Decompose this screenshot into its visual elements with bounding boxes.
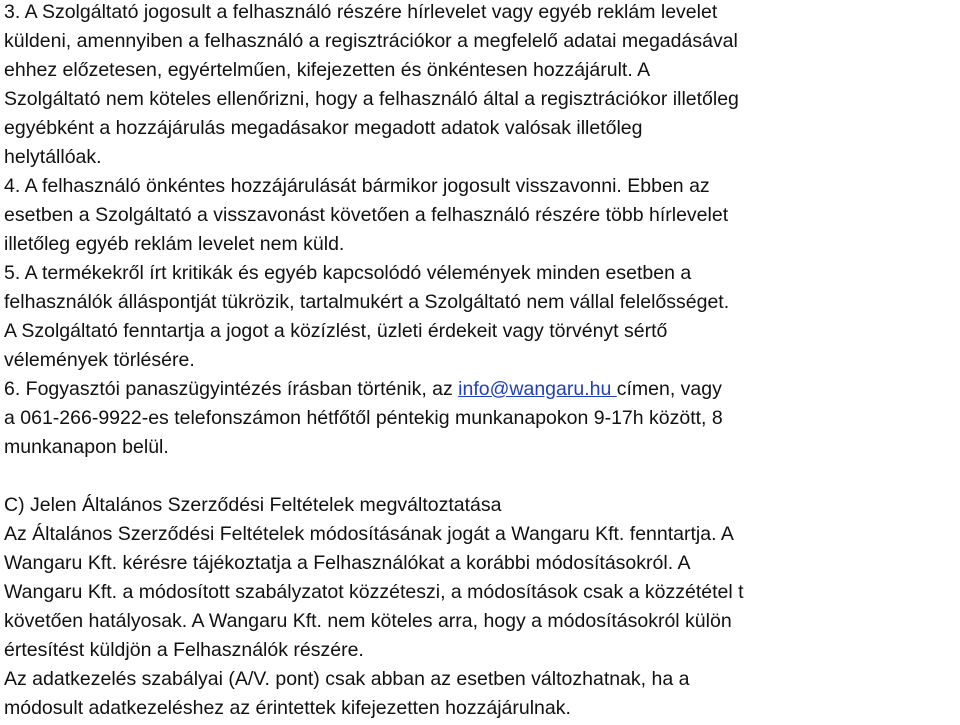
text-line-10: 5. A termékekről írt kritikák és egyéb kapcsolódó vélemények minden esetben a: [4, 262, 692, 284]
email-link[interactable]: info@wangaru.hu: [458, 378, 617, 400]
text-line-22: Az adatkezelés szabályai (A/V. pont) csak abban az esetben változhatnak, ha a: [4, 668, 690, 690]
text-line-21: értesítést küldjön a Felhasználók részére.: [4, 639, 364, 661]
text-line-18: Wangaru Kft. kérésre tájékoztatja a Felhasználókat a korábbi módosításokról. A: [4, 552, 691, 574]
text-line-6: helytállóak.: [4, 146, 102, 168]
text-line-1: 3. A Szolgáltató jogosult a felhasználó részére hírlevelet vagy egyéb reklám levelet: [4, 1, 718, 23]
line6-before-text: 6. Fogyasztói panaszügyintézés írásban történik, az: [4, 378, 459, 400]
text-line-2: küldeni, amennyiben a felhasználó a regisztrációkor a megfelelő adatai megadásával: [4, 30, 738, 52]
text-line-12: A Szolgáltató fenntartja a jogot a közízlést, üzleti érdekeit vagy törvényt sértő: [4, 320, 668, 342]
text-line-20: követően hatályosak. A Wangaru Kft. nem köteles arra, hogy a módosításokról külön: [4, 610, 732, 632]
text-line-4: Szolgáltató nem köteles ellenőrizni, hogy a felhasználó által a regisztrációkor illetőleg: [4, 88, 739, 110]
text-line-3: ehhez előzetesen, egyértelműen, kifejezetten és önkéntesen hozzájárult. A: [4, 59, 651, 81]
text-line-8: esetben a Szolgáltató a visszavonást követően a felhasználó részére több hírlevelet: [4, 204, 729, 226]
line6-after-text: címen, vagy: [616, 378, 722, 400]
text-line-23: módosult adatkezeléshez az érintettek kifejezetten hozzájárulnak.: [4, 697, 571, 719]
text-line-15: a 061-266-9922-es telefonszámon hétfőtől péntekig munkanapokon 9-17h között, 8: [4, 407, 723, 429]
text-line-19: Wangaru Kft. a módosított szabályzatot közzéteszi, a módosítások csak a közzététel t: [4, 581, 744, 603]
text-line-9: illetőleg egyéb reklám levelet nem küld.: [4, 233, 345, 255]
text-line-17: Az Általános Szerződési Feltételek módosításának jogát a Wangaru Kft. fenntartja. A: [4, 523, 734, 545]
text-line-13: vélemények törlésére.: [4, 349, 195, 371]
text-line-14: [4, 377, 722, 403]
text-line-11: felhasználók álláspontját tükrözik, tartalmukért a Szolgáltató nem vállal felelősséget.: [4, 291, 730, 313]
section-heading: C) Jelen Általános Szerződési Feltételek megváltoztatása: [4, 494, 502, 516]
text-line-5: egyébként a hozzájárulás megadásakor megadott adatok valósak illetőleg: [4, 117, 643, 139]
text-line-7: 4. A felhasználó önkéntes hozzájárulását bármikor jogosult visszavonni. Ebben az: [4, 175, 710, 197]
text-line-16: munkanapon belül.: [4, 436, 169, 458]
